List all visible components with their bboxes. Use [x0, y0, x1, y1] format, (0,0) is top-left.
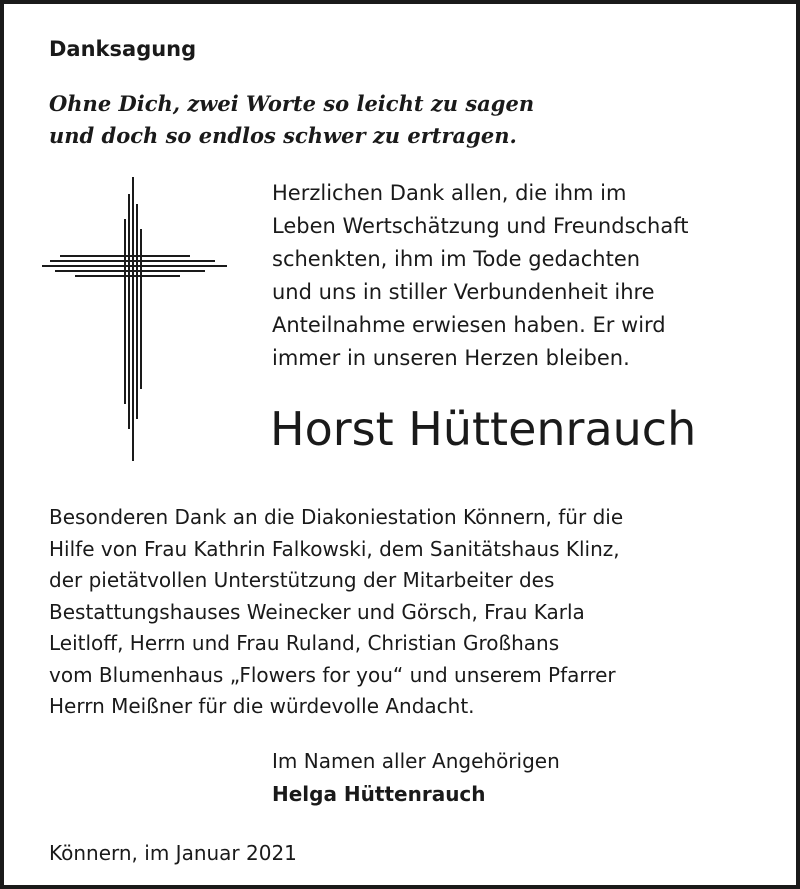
notice-heading: Danksagung [49, 37, 197, 61]
thanks-paragraph [272, 177, 689, 375]
special-thanks-line: Besonderen Dank an die Diakoniestation Könnern, für die [49, 505, 624, 529]
thanks-line: schenkten, ihm im Tode gedachten [272, 247, 641, 271]
motto [49, 88, 534, 152]
special-thanks-line: Bestattungshauses Weinecker und Görsch, Frau Karla [49, 599, 585, 624]
thanks-line: und uns in stiller Verbundenheit ihre [272, 280, 655, 304]
thanks-line: Leben Wertschätzung und Freundschaft [272, 214, 689, 238]
thanks-line: Herzlichen Dank allen, die ihm im [272, 181, 627, 205]
special-thanks-line: Leitloff, Herrn und Frau Ruland, Christian Großhans [49, 631, 560, 655]
signature-intro: Im Namen aller Angehörigen [272, 749, 560, 773]
special-thanks-line: Herrn Meißner für die würdevolle Andacht. [49, 694, 475, 718]
thanks-line: immer in unseren Herzen bleiben. [272, 346, 630, 370]
signature-block [272, 745, 560, 811]
special-thanks-line: der pietätvollen Unterstützung der Mitarbeiter des [49, 568, 555, 592]
motto-line: Ohne Dich, zwei Worte so leicht zu sagen [49, 91, 535, 116]
special-thanks-line: vom Blumenhaus „Flowers for you“ und unserem Pfarrer [49, 662, 616, 687]
special-thanks-line: Hilfe von Frau Kathrin Falkowski, dem Sanitätshaus Klinz, [49, 536, 620, 561]
signer-name: Helga Hüttenrauch [272, 782, 486, 806]
cross-icon [40, 174, 230, 464]
deceased-name: Horst Hüttenrauch [270, 402, 697, 456]
special-thanks-paragraph [49, 502, 623, 723]
thanks-line: Anteilnahme erwiesen haben. Er wird [272, 313, 666, 337]
place-date: Könnern, im Januar 2021 [49, 841, 297, 865]
motto-line: und doch so endlos schwer zu ertragen. [49, 123, 517, 148]
